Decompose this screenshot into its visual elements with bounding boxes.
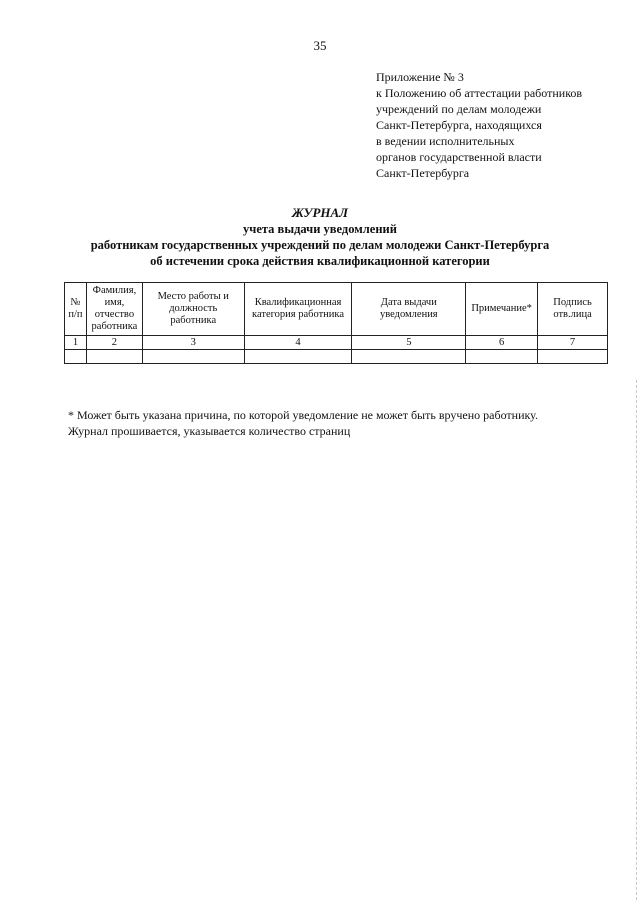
column-number: 6 xyxy=(466,336,538,350)
title-line: учета выдачи уведомлений xyxy=(243,222,397,236)
appendix-line: органов государственной власти xyxy=(376,150,542,164)
appendix-line: Санкт-Петербурга xyxy=(376,166,470,180)
empty-cell xyxy=(352,350,466,364)
empty-cell xyxy=(538,350,608,364)
empty-cell xyxy=(65,350,87,364)
table-empty-row xyxy=(65,350,608,364)
empty-cell xyxy=(466,350,538,364)
column-number: 4 xyxy=(244,336,352,350)
header-cell-note: Примечание* xyxy=(466,283,538,336)
scan-edge-line xyxy=(635,380,637,900)
header-cell-number: № п/п xyxy=(65,283,87,336)
document-title xyxy=(0,205,640,269)
column-number: 2 xyxy=(86,336,142,350)
header-cell-workplace: Место работы и должность работника xyxy=(142,283,244,336)
appendix-header xyxy=(376,69,626,181)
empty-cell xyxy=(86,350,142,364)
journal-table xyxy=(64,282,608,364)
header-cell-signature: Подпись отв.лица xyxy=(538,283,608,336)
title-line: об истечении срока действия квалификационной категории xyxy=(150,254,490,268)
footnote-note: * Может быть указана причина, по которой уведомление не может быть вручено работнику. xyxy=(68,408,538,422)
table-header-row xyxy=(65,283,608,336)
appendix-line: учреждений по делам молодежи xyxy=(376,102,542,116)
appendix-line: Санкт-Петербурга, находящихся xyxy=(376,118,542,132)
header-cell-category: Квалификационная категория работника xyxy=(244,283,352,336)
column-number: 3 xyxy=(142,336,244,350)
appendix-line: к Положению об аттестации работников xyxy=(376,86,583,100)
column-number: 7 xyxy=(538,336,608,350)
title-line: работникам государственных учреждений по делам молодежи Санкт-Петербурга xyxy=(90,238,550,252)
empty-cell xyxy=(142,350,244,364)
footnote-binding: Журнал прошивается, указывается количество страниц xyxy=(68,424,351,438)
page-number: 35 xyxy=(313,38,327,53)
table-column-numbers-row xyxy=(65,336,608,350)
column-number: 1 xyxy=(65,336,87,350)
footnotes xyxy=(68,407,628,439)
empty-cell xyxy=(244,350,352,364)
appendix-line: в ведении исполнительных xyxy=(376,134,515,148)
column-number: 5 xyxy=(352,336,466,350)
appendix-line: Приложение № 3 xyxy=(376,70,464,84)
title-main: ЖУРНАЛ xyxy=(291,205,349,220)
header-cell-issue-date: Дата выдачи уведомления xyxy=(352,283,466,336)
header-cell-fullname: Фамилия, имя, отчество работника xyxy=(86,283,142,336)
